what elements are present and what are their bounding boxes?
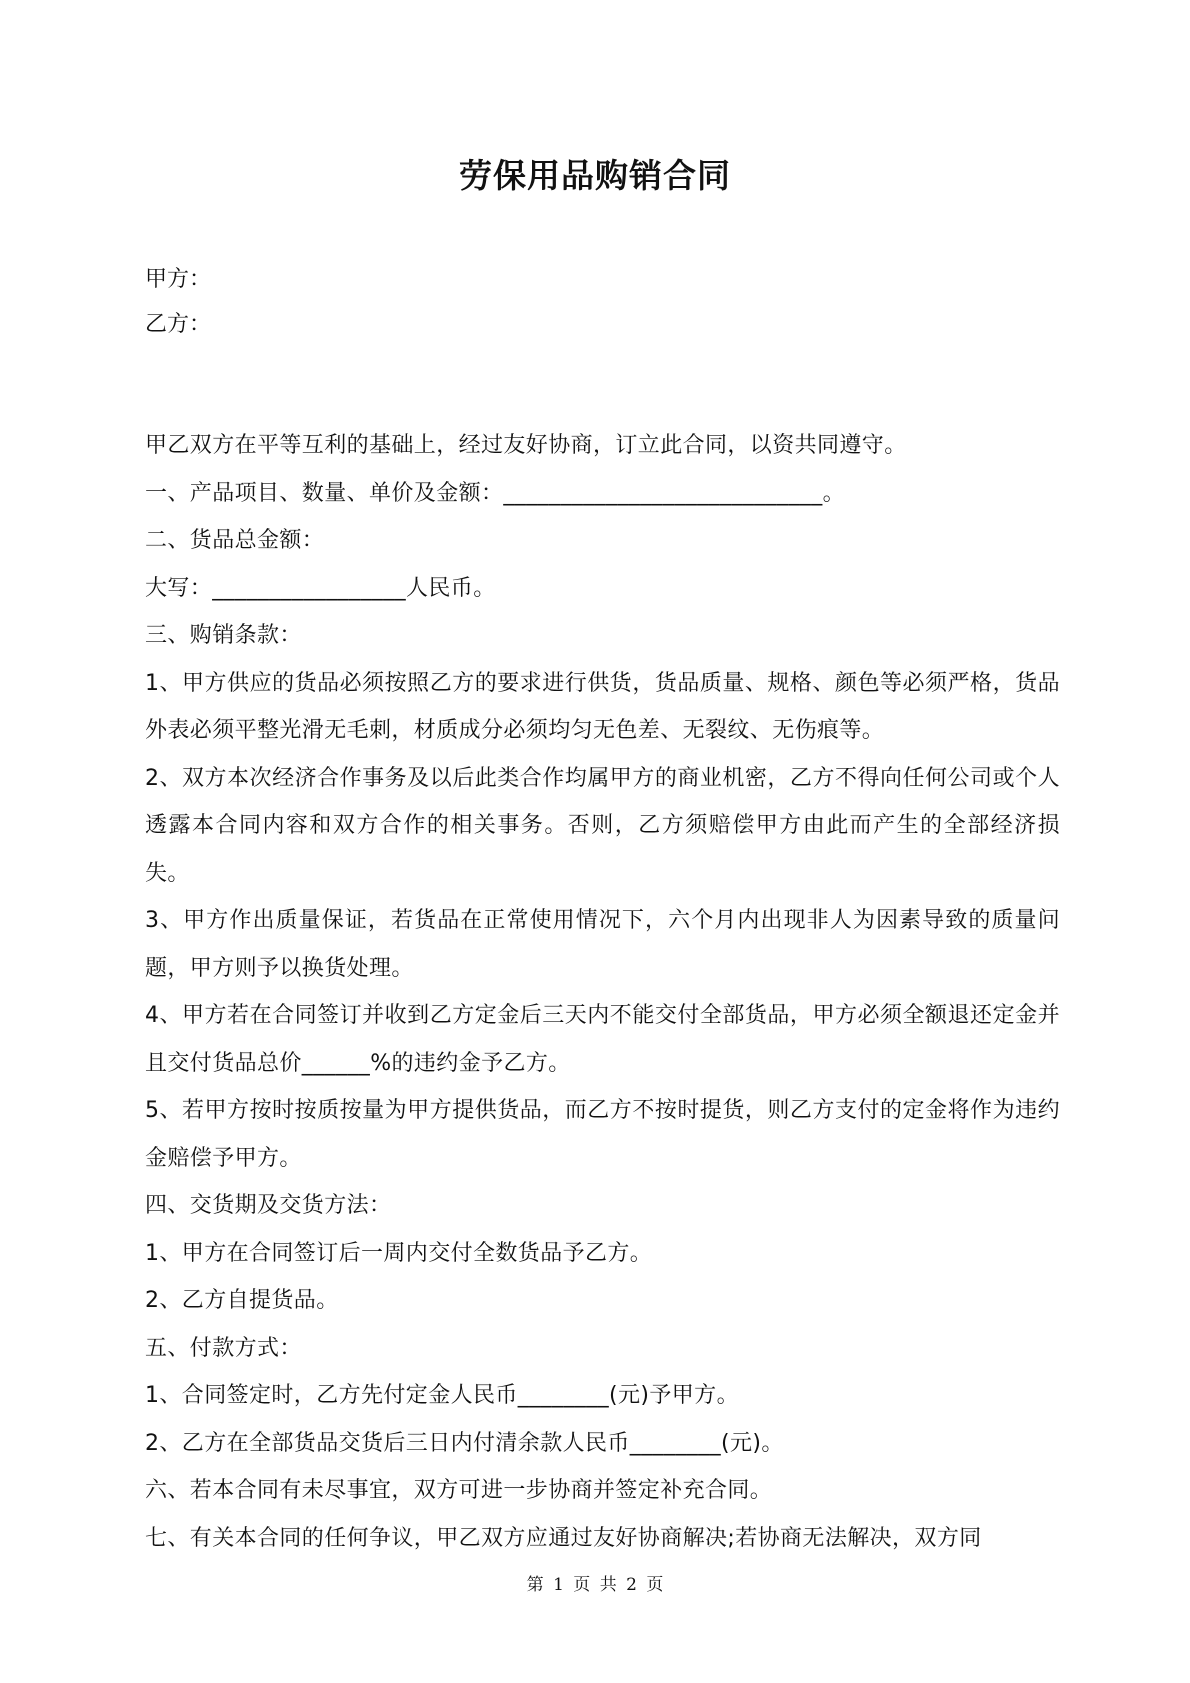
paragraph-amount-words: 大写：_________________人民币。 [145, 575, 496, 601]
paragraph-preamble: 甲乙双方在平等互利的基础上，经过友好协商，订立此合同，以资共同遵守。 [145, 433, 907, 458]
paragraph-clause-4-2: 2、乙方自提货品。 [145, 1288, 339, 1313]
paragraph-section-7: 七、有关本合同的任何争议，甲乙双方应通过友好协商解决;若协商无法解决，双方同 [145, 1525, 982, 1551]
paragraph-clause-3-4: 4、甲方若在合同签订并收到乙方定金后三天内不能交付全部货品，甲方必须全额退还定金并且交付货品总价______%的违约金予乙方。 [145, 1003, 1060, 1076]
paragraph-section-1: 一、产品项目、数量、单价及金额：____________________________。 [145, 480, 846, 506]
paragraph-section-2: 二、货品总金额： [145, 528, 325, 553]
paragraph-clause-5-1: 1、合同签定时，乙方先付定金人民币________(元)予甲方。 [145, 1383, 739, 1408]
paragraph-clause-3-1: 1、甲方供应的货品必须按照乙方的要求进行供货，货品质量、规格、颜色等必须严格，货品外表必须平整光滑无毛刺，材质成分必须均匀无色差、无裂纹、无伤痕等。 [145, 670, 1060, 743]
party-b-label: 乙方： [145, 312, 212, 337]
paragraph-clause-3-5: 5、若甲方按时按质按量为甲方提供货品，而乙方不按时提货，则乙方支付的定金将作为违约金赔偿予甲方。 [145, 1098, 1060, 1171]
contract-body [145, 422, 1060, 1562]
paragraph-clause-3-3: 3、甲方作出质量保证，若货品在正常使用情况下，六个月内出现非人为因素导致的质量问题，甲方则予以换货处理。 [145, 908, 1060, 981]
paragraph-section-6: 六、若本合同有未尽事宜，双方可进一步协商并签定补充合同。 [145, 1478, 773, 1503]
paragraph-section-5: 五、付款方式： [145, 1335, 302, 1361]
paragraph-clause-3-2: 2、双方本次经济合作事务及以后此类合作均属甲方的商业机密，乙方不得向任何公司或个人透露本合同内容和双方合作的相关事务。否则，乙方须赔偿甲方由此而产生的全部经济损失。 [145, 765, 1060, 886]
document-title: 劳保用品购销合同 [459, 156, 731, 195]
paragraph-clause-5-2: 2、乙方在全部货品交货后三日内付清余款人民币________(元)。 [145, 1430, 784, 1456]
page-footer: 第 1 页 共 2 页 [526, 1575, 664, 1595]
party-a-label: 甲方： [145, 267, 212, 292]
paragraph-clause-4-1: 1、甲方在合同签订后一周内交付全数货品予乙方。 [145, 1240, 653, 1266]
paragraph-section-3: 三、购销条款： [145, 623, 302, 648]
paragraph-section-4: 四、交货期及交货方法： [145, 1193, 392, 1218]
